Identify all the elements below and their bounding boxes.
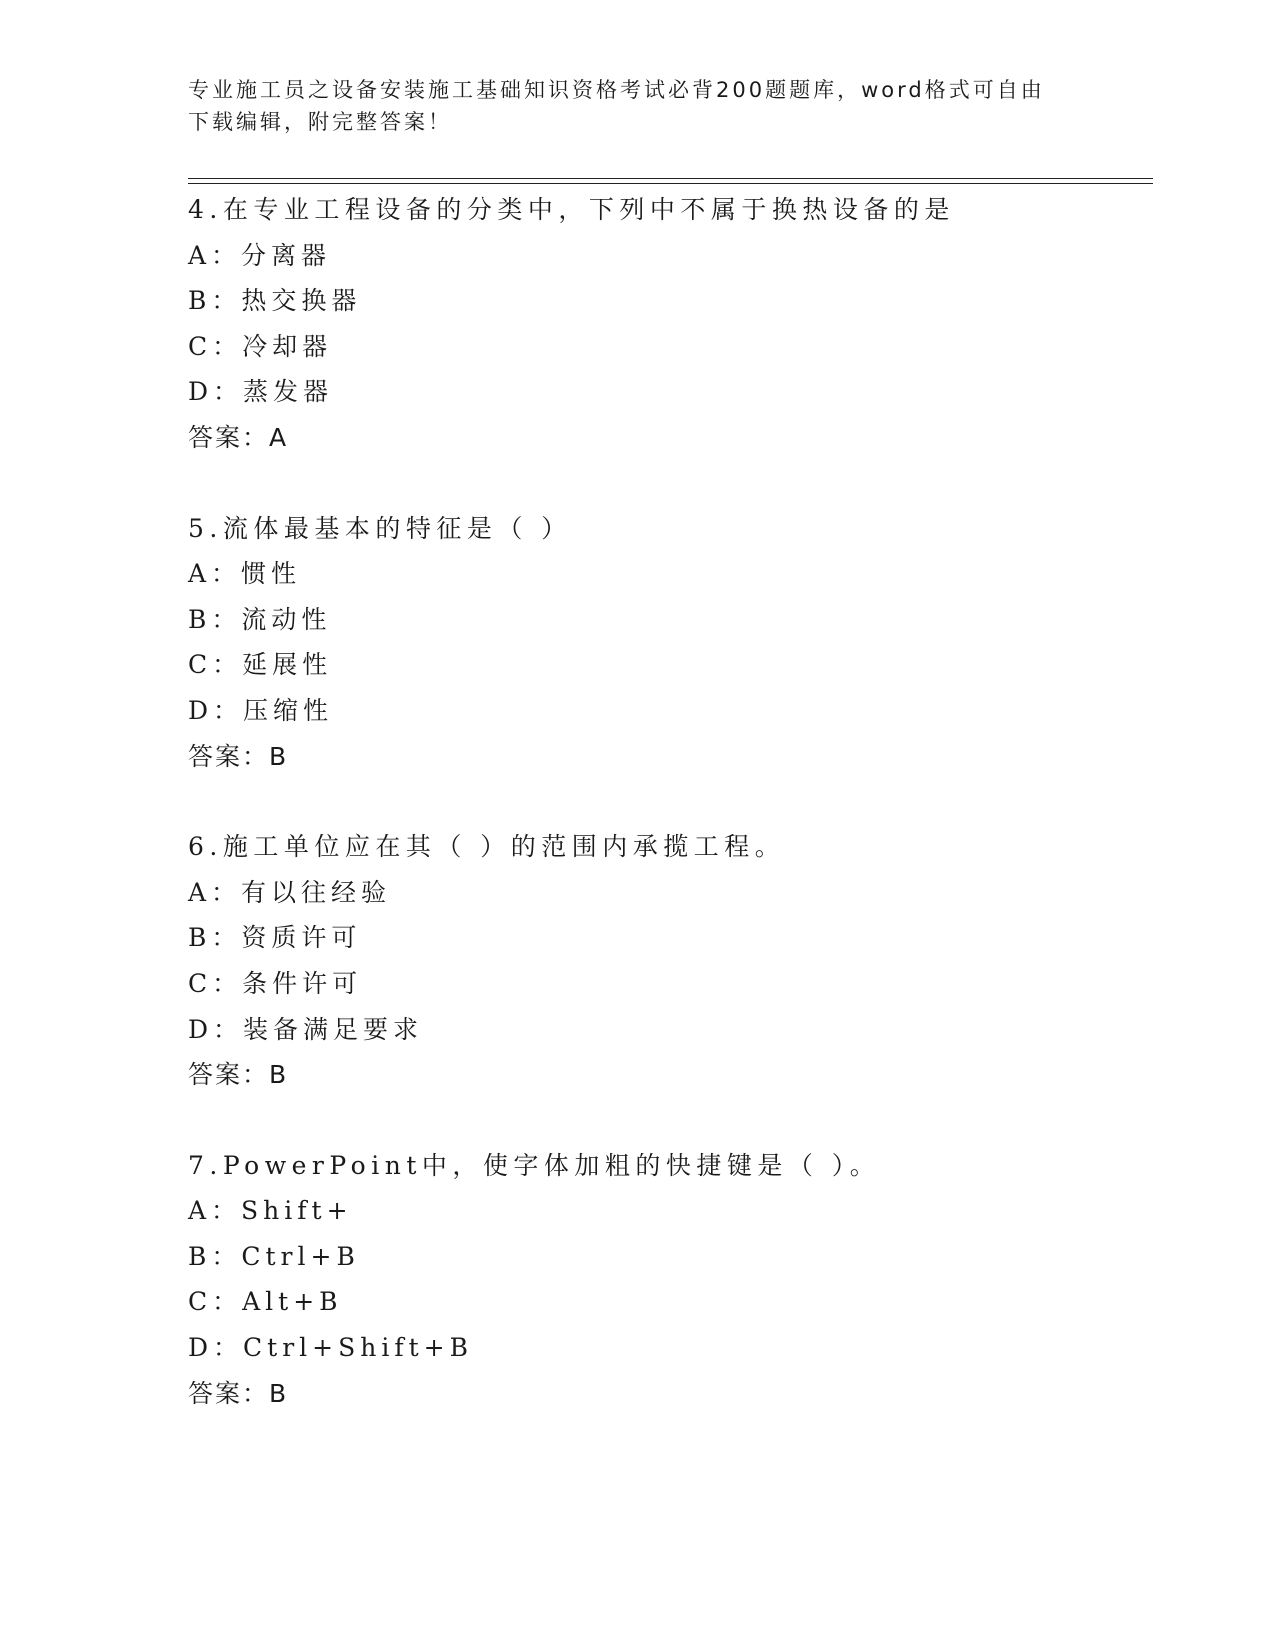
option-a: A：惯性 bbox=[188, 559, 302, 589]
option-d: D：压缩性 bbox=[188, 695, 334, 725]
option-c: C：Alt+B bbox=[188, 1287, 343, 1317]
question-6 bbox=[188, 824, 1148, 1098]
question-stem: 5.流体最基本的特征是（ ） bbox=[188, 513, 572, 543]
option-b: B：Ctrl+B bbox=[188, 1241, 360, 1271]
answer-line: 答案：B bbox=[188, 741, 289, 771]
option-d: D：装备满足要求 bbox=[188, 1014, 424, 1044]
question-stem: 4.在专业工程设备的分类中，下列中不属于换热设备的是 bbox=[188, 195, 955, 224]
header-line-2: 下载编辑，附完整答案！ bbox=[188, 110, 452, 134]
header-line-1: 专业施工员之设备安装施工基础知识资格考试必背200题题库，word格式可自由 bbox=[188, 78, 1045, 102]
option-d: D：蒸发器 bbox=[188, 377, 334, 407]
header-divider-bottom bbox=[188, 183, 1153, 184]
option-b: B：流动性 bbox=[188, 604, 332, 634]
question-stem: 7.PowerPoint中，使字体加粗的快捷键是（ ）。 bbox=[188, 1150, 881, 1180]
answer-line: 答案：A bbox=[188, 422, 289, 452]
option-d: D：Ctrl+Shift+B bbox=[188, 1333, 473, 1363]
option-c: C：延展性 bbox=[188, 650, 333, 680]
question-5 bbox=[188, 506, 1148, 780]
option-c: C：条件许可 bbox=[188, 968, 363, 998]
answer-line: 答案：B bbox=[188, 1378, 289, 1408]
answer-line: 答案：B bbox=[188, 1060, 289, 1090]
header-divider-top bbox=[188, 178, 1153, 179]
question-7 bbox=[188, 1143, 1148, 1417]
option-b: B：资质许可 bbox=[188, 923, 362, 953]
option-a: A：分离器 bbox=[188, 240, 332, 270]
question-4 bbox=[188, 187, 1148, 461]
option-c: C：冷却器 bbox=[188, 331, 333, 361]
option-b: B：热交换器 bbox=[188, 286, 362, 316]
question-stem: 6.施工单位应在其（ ）的范围内承揽工程。 bbox=[188, 832, 786, 862]
option-a: A：Shift+ bbox=[188, 1196, 353, 1226]
question-list bbox=[188, 187, 1148, 1461]
document-header bbox=[188, 74, 1088, 138]
option-a: A：有以往经验 bbox=[188, 877, 392, 907]
